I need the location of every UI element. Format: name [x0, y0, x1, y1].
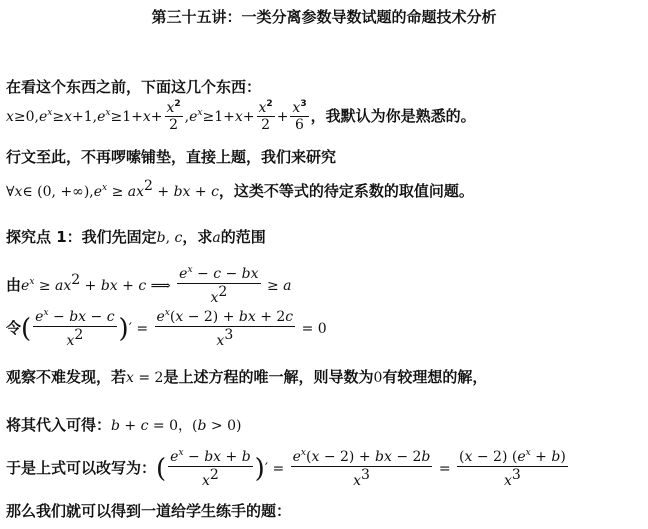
known-inequalities-line: $x\ge 0,e^x\ge x+1,e^x\ge 1+x+$ $\frac{x^2}{2}$ $,e^x\ge 1+x+$ $\frac{x^2}{2}$ + $\frac{x^3}{6}$ ，我默认为你是熟悉的。 — [6, 98, 476, 134]
exploration-mid: ，求 — [182, 228, 213, 246]
observation-line: 观察不难发现，若x = 2是上述方程的唯一解，则导数为0有较理想的解， — [6, 368, 488, 386]
substitution-line: 将其代入可得：b + c = 0，(b > 0) — [6, 416, 242, 434]
let-label: 令 — [6, 319, 22, 337]
observation-b: 是上述方程的唯一解，则导数为 — [163, 368, 374, 386]
exploration-label: 探究点 1：我们先固定 — [6, 228, 157, 246]
practice-line: 那么我们就可以得到一道给学生练手的题： — [6, 502, 292, 520]
rewrite-label: 于是上式可以改写为： — [6, 459, 157, 477]
page-title: 第三十五讲：一类分离参数导数试题的命题技术分析 — [151, 8, 497, 26]
research-paragraph: 行文至此，不再啰嗦铺垫，直接上题，我们来研究 — [6, 148, 337, 166]
observation-a: 观察不难发现，若 — [6, 368, 127, 386]
intro-paragraph: 在看这个东西之前，下面这几个东西： — [6, 78, 262, 96]
separation-line: 由$e^x \ge ax^2$ + bx + c ⟹ $\frac{e^x - c - bx}{x^2}$ ≥ a — [6, 265, 292, 306]
rewritten-line: 于是上式可以改写为：( $\frac{e^x - bx + b}{x^2}$ )′ = $\frac{e^x(x - 2) + bx - 2b}{x^3}$ = $\frac{(x - 2) (e^x + b)}{x^3}$ — [6, 448, 566, 489]
from-label: 由 — [6, 276, 22, 294]
coefficient-problem-text: ，这类不等式的待定系数的取值问题。 — [218, 182, 474, 200]
exploration-range: 的范围 — [220, 228, 266, 246]
observation-c: 有较理想的解， — [382, 368, 488, 386]
inequality-statement-line: ∀x∈ (0, $+\infty),e^x \ge ax^2$ + bx + c，这类不等式的待定系数的取值问题。 — [6, 178, 474, 200]
derivative-line: 令( $\frac{e^x - bx - c}{x^2}$ )′ = $\frac{e^x(x - 2) + bx + 2c}{x^3}$ = 0 — [6, 308, 327, 349]
familiar-text: ，我默认为你是熟悉的。 — [310, 107, 476, 125]
substitution-label: 将其代入可得： — [6, 416, 112, 434]
exploration-point-1: 探究点 1：我们先固定b, c，求a的范围 — [6, 228, 266, 246]
